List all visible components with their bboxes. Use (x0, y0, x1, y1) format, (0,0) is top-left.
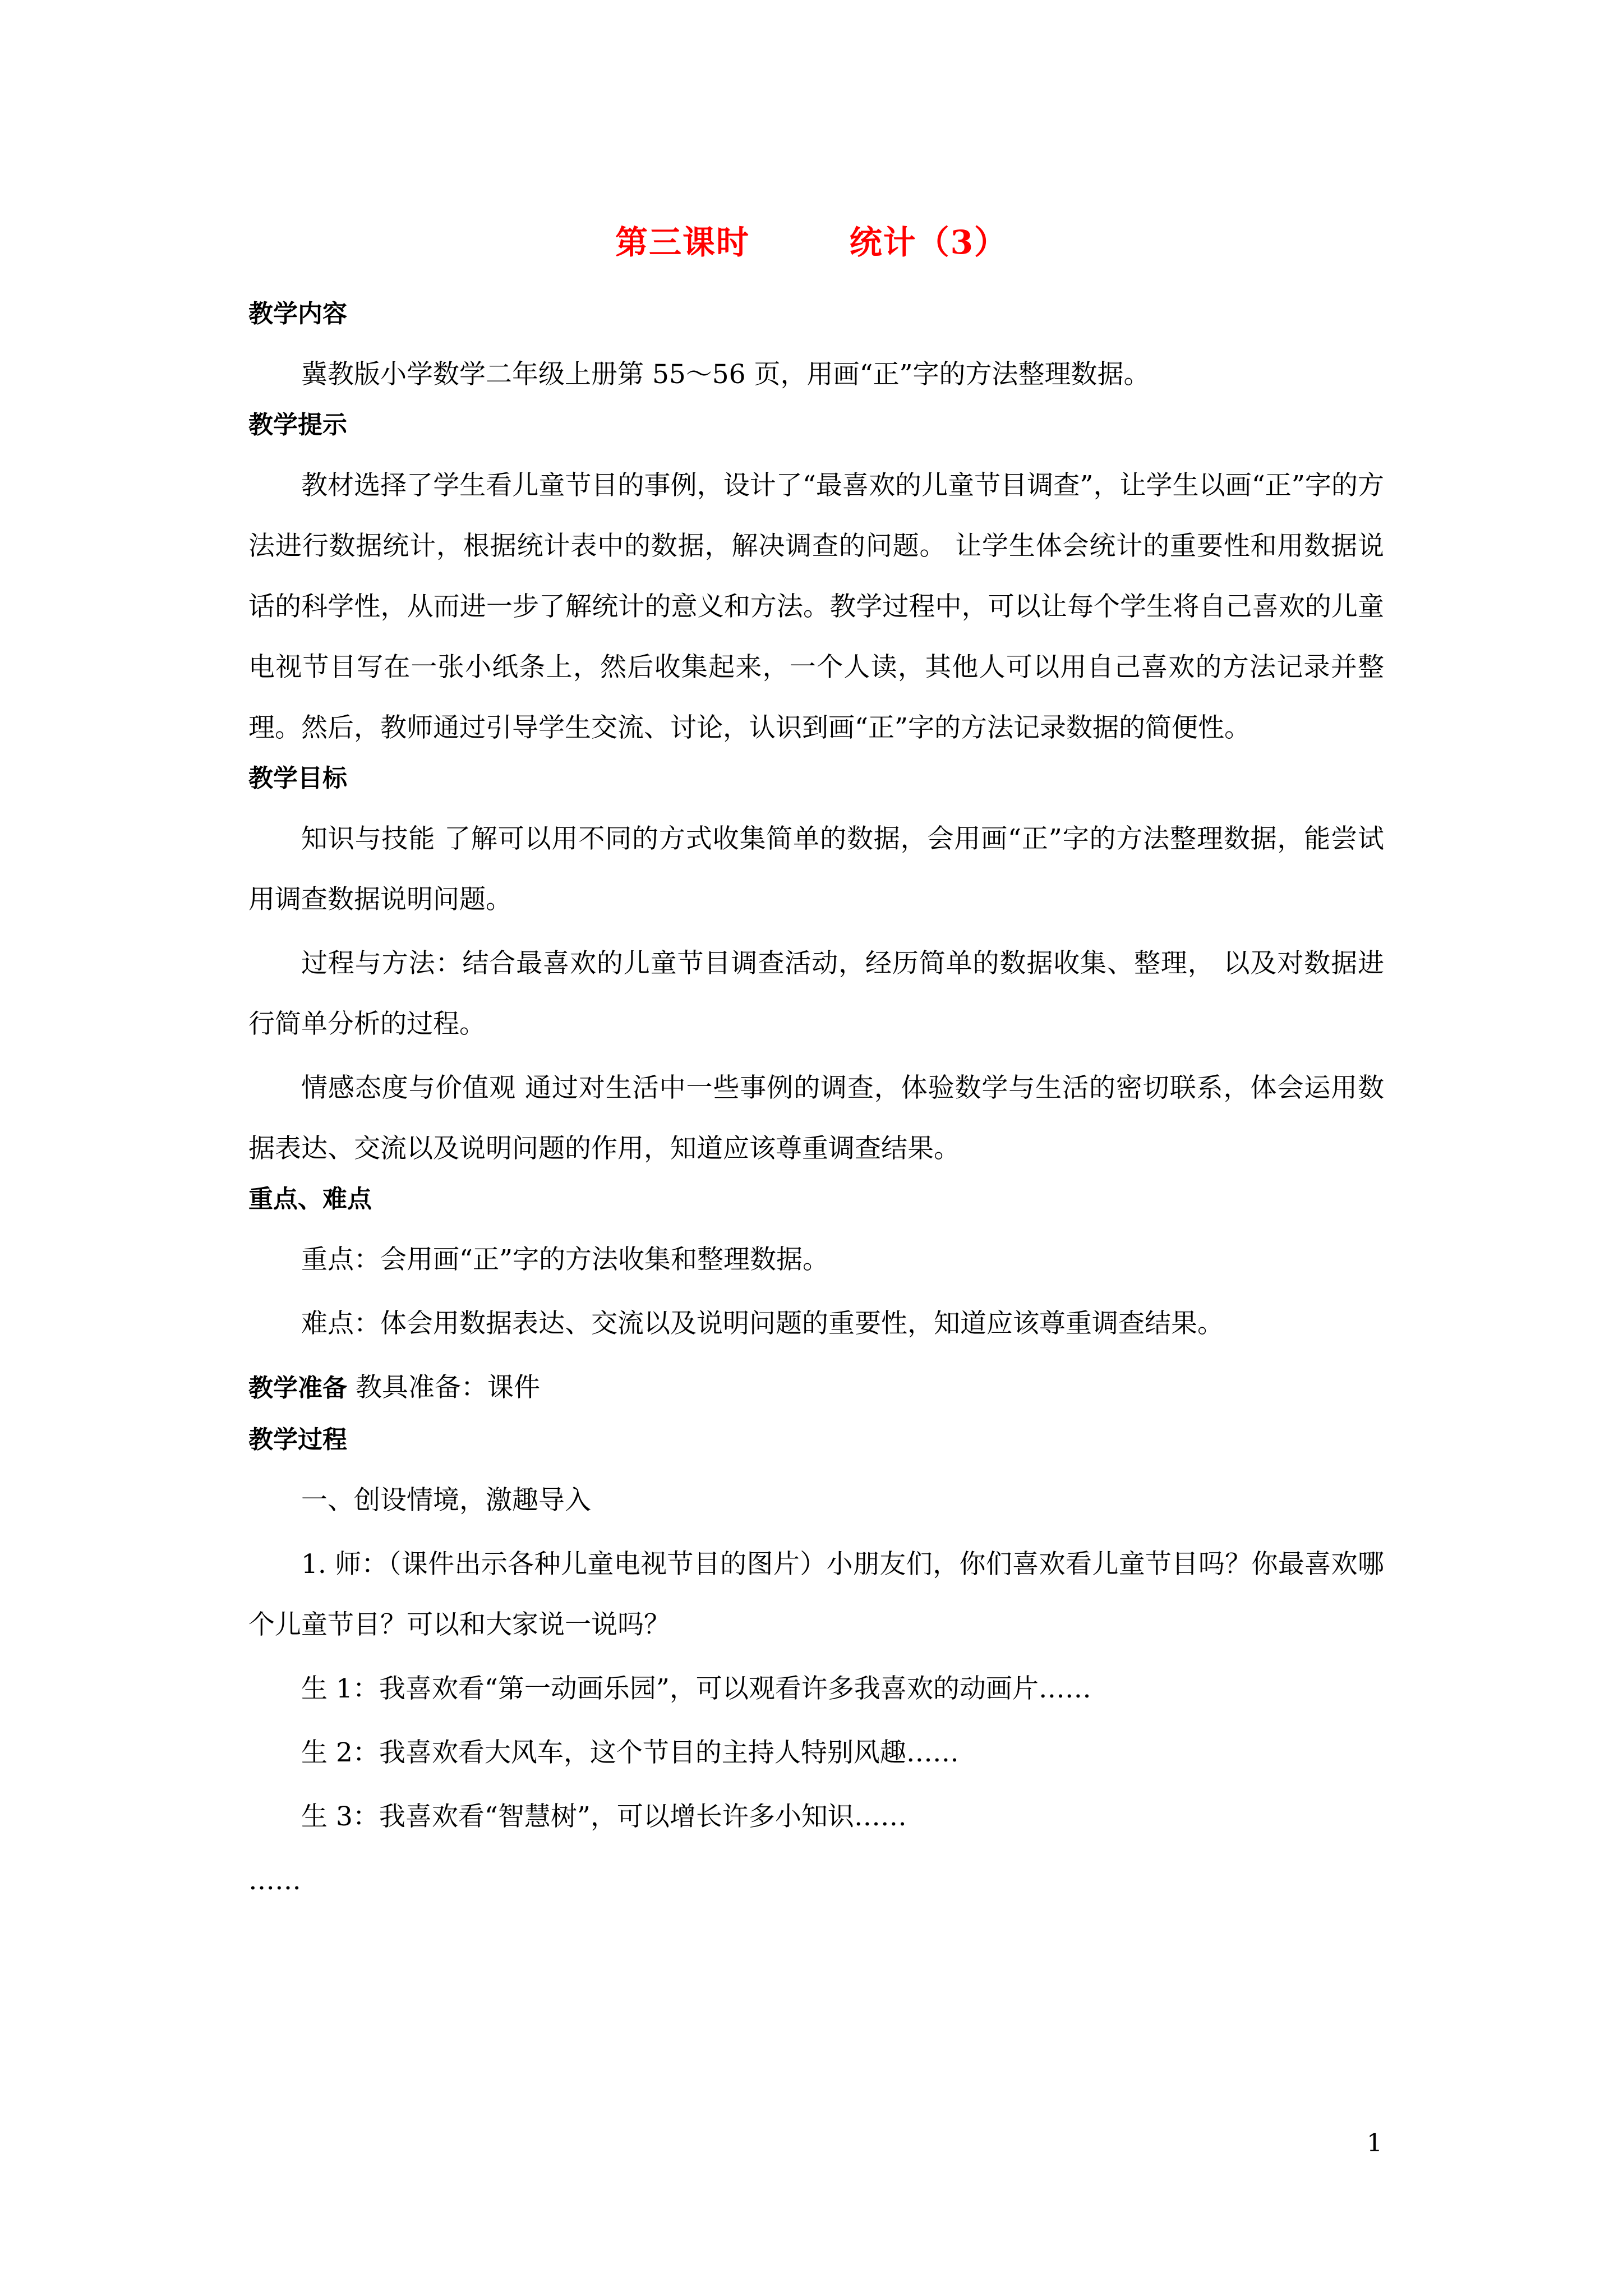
ellipsis-line: …… (248, 1865, 301, 1896)
section-heading-goals: 教学目标 (248, 764, 347, 793)
paragraph: 过程与方法：结合最喜欢的儿童节目调查活动，经历简单的数据收集、整理， 以及对数据进行简单分析的过程。 (248, 948, 1384, 1039)
paragraph: 1. 师：（课件出示各种儿童电视节目的图片）小朋友们，你们喜欢看儿童节目吗？你最喜欢哪个儿童节目？可以和大家说一说吗？ (248, 1549, 1384, 1640)
paragraph: 一、创设情境，激趣导入 (301, 1485, 591, 1516)
teaching-prep-line (248, 1358, 1384, 1419)
section-heading-process: 教学过程 (248, 1425, 347, 1454)
paragraph: 知识与技能 了解可以用不同的方式收集简单的数据，会用画“正”字的方法整理数据，能尝试用调查数据说明问题。 (248, 823, 1384, 915)
section-heading-content: 教学内容 (248, 300, 347, 328)
paragraph: 情感态度与价值观 通过对生活中一些事例的调查，体验数学与生活的密切联系，体会运用数据表达、交流以及说明问题的作用，知道应该尊重调查结果。 (248, 1073, 1384, 1164)
paragraph: 生 3：我喜欢看“智慧树”，可以增长许多小知识…… (301, 1801, 907, 1832)
section-heading-prep: 教学准备 (248, 1374, 347, 1402)
paragraph: 冀教版小学数学二年级上册第 55～56 页，用画“正”字的方法整理数据。 (301, 359, 1150, 390)
page-number: 1 (1367, 2129, 1382, 2157)
section-heading-hint: 教学提示 (248, 411, 347, 439)
document-body (248, 297, 1384, 1911)
paragraph: 重点：会用画“正”字的方法收集和整理数据。 (301, 1244, 829, 1275)
prep-text: 教具准备：课件 (347, 1372, 540, 1403)
paragraph: 生 1：我喜欢看“第一动画乐园”，可以观看许多我喜欢的动画片…… (301, 1673, 1091, 1704)
page-title: 第三课时 统计（3） (615, 223, 1008, 261)
section-heading-key-points: 重点、难点 (248, 1185, 372, 1213)
paragraph: 生 2：我喜欢看大风车，这个节目的主持人特别风趣…… (301, 1737, 959, 1768)
paragraph: 难点：体会用数据表达、交流以及说明问题的重要性，知道应该尊重调查结果。 (301, 1308, 1224, 1339)
paragraph: 教材选择了学生看儿童节目的事例，设计了“最喜欢的儿童节目调查”，让学生以画“正”字的方法进行数据统计，根据统计表中的数据，解决调查的问题。 让学生体会统计的重要性和用数据说话的科学性，从而进一步了解统计的意义和方法。教学过程中，可以让每个学生将自己喜欢的儿童电视节目写在一张小纸条上，然后收集起来，一个人读，其他人可以用自己喜欢的方法记录并整理。然后，教师通过引导学生交流、讨论，认识到画“正”字的方法记录数据的简便性。 (248, 470, 1384, 743)
